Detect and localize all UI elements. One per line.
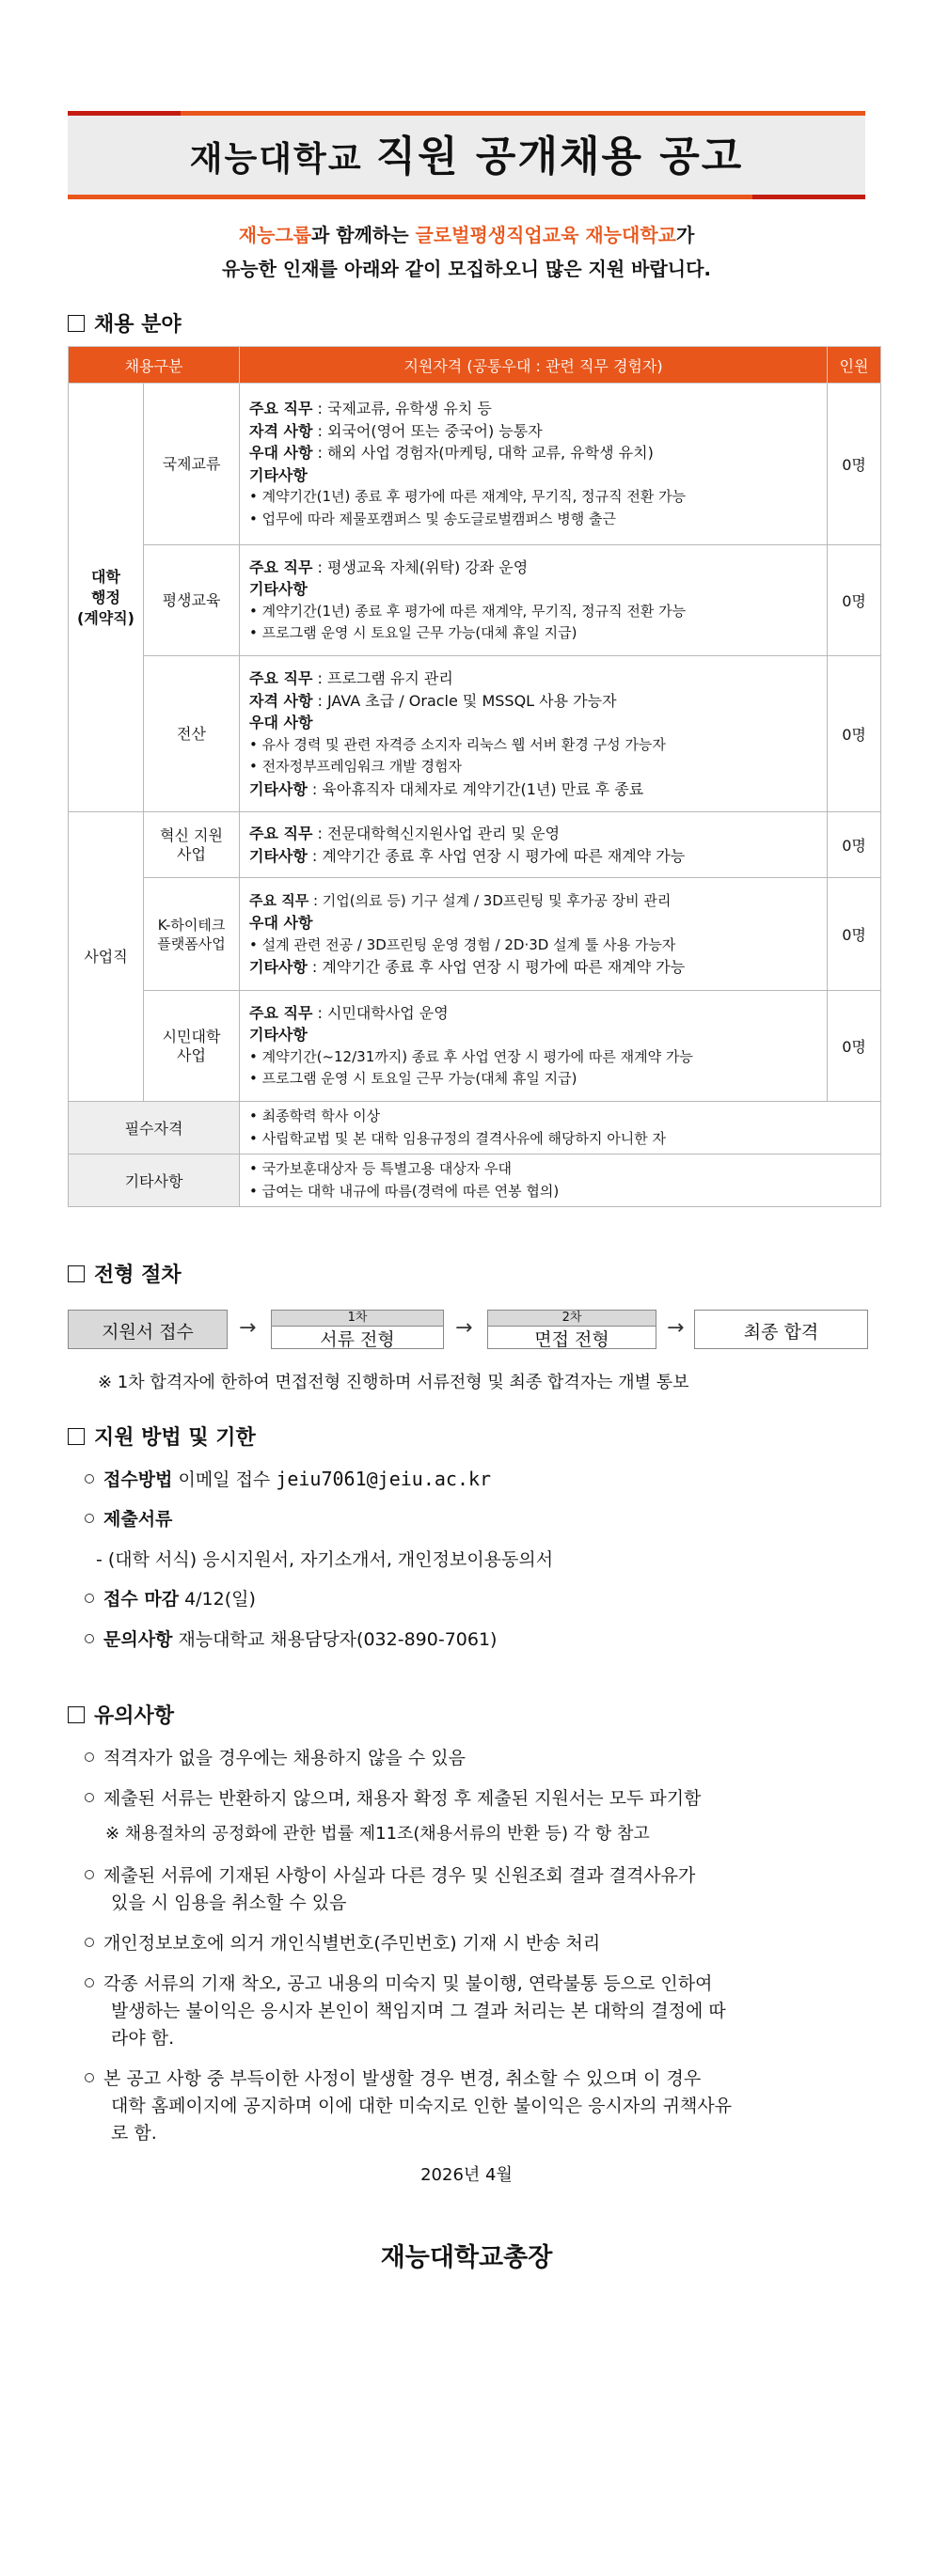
qual-bullet: • 계약기간(~12/31까지) 종료 후 사업 연장 시 평가에 따른 재계약 가능 [249, 1047, 693, 1065]
note-text: 제출된 서류는 반환하지 않으며, 채용자 확정 후 제출된 지원서는 모두 파기함 [103, 1788, 702, 1809]
page-title [68, 134, 865, 183]
apply-label: 제출서류 [103, 1509, 173, 1530]
checkbox-square-icon [68, 315, 85, 332]
header-category: 채용구분 [69, 347, 240, 384]
bullet-circle-icon [85, 1514, 94, 1523]
etc-line: • 국가보훈대상자 등 특별고용 대상자 우대 [249, 1160, 513, 1177]
sub-category-line: 사업 [177, 844, 206, 863]
qualification-cell [240, 384, 828, 545]
headcount: 0명 [828, 656, 881, 812]
notice-title: 직원 공개채용 공고 [375, 133, 744, 181]
sub-category [144, 991, 240, 1102]
table-header-row [69, 347, 881, 384]
qual-key: 기타사항 [249, 846, 308, 865]
apply-docs: - (대학 서식) 응시지원서, 자기소개서, 개인정보이용동의서 [96, 1549, 554, 1570]
process-step-stage: 1차 [272, 1311, 443, 1327]
note-text: 개인정보보호에 의거 개인식별번호(주민번호) 기재 시 반송 처리 [103, 1933, 601, 1954]
required-label: 필수자격 [69, 1102, 240, 1154]
sub-category [144, 812, 240, 878]
qual-bullet: • 프로그램 운영 시 토요일 근무 가능(대체 휴일 지급) [249, 1070, 577, 1087]
apply-label: 접수방법 [103, 1469, 173, 1490]
notice-date: 2026년 4월 [420, 2165, 513, 2185]
email-link[interactable]: jeiu7061@jeiu.ac.kr [276, 1468, 492, 1490]
group-admin-line: 행정 [91, 588, 120, 606]
qual-key: 주요 직무 [249, 825, 313, 842]
note-6 [85, 2066, 701, 2091]
intro-university-tagline: 글로벌평생직업교육 재능대학교 [415, 224, 676, 246]
qual-key: 주요 직무 [249, 669, 313, 687]
note-6-cont: 로 함. [111, 2123, 157, 2144]
etc-content [240, 1154, 881, 1207]
sub-category: 국제교류 [144, 384, 240, 545]
group-admin-line: (계약직) [77, 608, 134, 627]
headcount: 0명 [828, 812, 881, 878]
qual-bullet: • 유사 경력 및 관련 자격증 소지자 리눅스 웹 서버 환경 구성 가능자 [249, 735, 666, 753]
headcount: 0명 [828, 991, 881, 1102]
intro-line-1 [0, 220, 933, 247]
bullet-circle-icon [85, 1634, 94, 1643]
required-content [240, 1102, 881, 1154]
qual-bullet: • 계약기간(1년) 종료 후 평가에 따른 재계약, 무기직, 정규직 전환 가능 [249, 488, 687, 505]
bullet-circle-icon [85, 1474, 94, 1484]
section-notes-heading [68, 1700, 174, 1729]
section-title: 유의사항 [94, 1704, 175, 1728]
header-qualification: 지원자격 (공통우대 : 관련 직무 경험자) [240, 347, 828, 384]
qual-value: : 해외 사업 경험자(마케팅, 대학 교류, 유학생 유치) [312, 444, 654, 462]
process-step-apply [68, 1310, 228, 1349]
group-project-cell: 사업직 [69, 812, 144, 1102]
note-text: 적격자가 없을 경우에는 채용하지 않을 수 있음 [103, 1748, 466, 1768]
process-step-final [694, 1310, 868, 1349]
process-note: ※ 1차 합격자에 한하여 면접전형 진행하며 서류전형 및 최종 합격자는 개별 통보 [98, 1373, 689, 1392]
qualification-cell [240, 878, 828, 991]
required-line: • 최종학력 학사 이상 [249, 1107, 381, 1124]
qual-key: 자격 사항 [249, 421, 313, 440]
sub-category [144, 878, 240, 991]
arrow-right-icon: → [239, 1316, 257, 1340]
group-admin-cell [69, 384, 144, 812]
qual-bullet: • 전자정부프레임워크 개발 경험자 [249, 758, 463, 775]
qual-key: 기타사항 [249, 1026, 308, 1044]
qual-key: 우대 사항 [249, 444, 313, 462]
table-row-required [69, 1102, 881, 1154]
university-name: 재능대학교 [189, 140, 363, 179]
qual-value: : 육아휴직자 대체자로 계약기간(1년) 만료 후 종료 [307, 779, 644, 798]
qual-bullet: • 프로그램 운영 시 토요일 근무 가능(대체 휴일 지급) [249, 624, 577, 641]
qual-key: 기타사항 [249, 465, 308, 484]
qual-key: 자격 사항 [249, 691, 313, 710]
sub-category-line: K-하이테크 [157, 916, 226, 934]
qual-value: : 외국어(영어 또는 중국어) 능통자 [312, 421, 543, 440]
sub-category: 전산 [144, 656, 240, 812]
note-3-cont: 있을 시 임용을 취소할 수 있음 [111, 1893, 347, 1913]
bullet-circle-icon [85, 1752, 94, 1762]
intro-line-2: 유능한 인재를 아래와 같이 모집하오니 많은 지원 바랍니다. [221, 258, 712, 280]
apply-deadline [85, 1587, 256, 1611]
bullet-circle-icon [85, 1793, 94, 1802]
checkbox-square-icon [68, 1706, 85, 1723]
headcount: 0명 [828, 545, 881, 656]
qual-key: 주요 직무 [249, 558, 313, 576]
note-6-cont: 대학 홈페이지에 공지하며 이에 대한 미숙지로 인한 불이익은 응시자의 귀책사유 [111, 2096, 733, 2116]
process-step-label: 면접 전형 [534, 1329, 609, 1350]
apply-docs-label [85, 1507, 172, 1531]
apply-text: 4/12(일) [179, 1589, 256, 1610]
sub-category-line: 시민대학 [162, 1027, 221, 1045]
qual-bullet: • 설계 관련 전공 / 3D프린팅 운영 경험 / 2D·3D 설계 툴 사용 가능자 [249, 935, 676, 953]
section-apply-heading [68, 1422, 256, 1451]
note-5-cont: 발생하는 불이익은 응시자 본인이 책임지며 그 결과 처리는 본 대학의 결정에 따 [111, 2001, 726, 2021]
etc-label: 기타사항 [69, 1154, 240, 1207]
sub-category: 평생교육 [144, 545, 240, 656]
arrow-right-icon: → [455, 1316, 473, 1340]
bullet-circle-icon [85, 1870, 94, 1879]
bullet-circle-icon [85, 1978, 94, 1987]
qual-bullet: • 계약기간(1년) 종료 후 평가에 따른 재계약, 무기직, 정규직 전환 가능 [249, 602, 687, 620]
table-row [69, 656, 881, 812]
note-2 [85, 1786, 701, 1811]
table-row [69, 812, 881, 878]
bullet-circle-icon [85, 1594, 94, 1603]
qual-key: 주요 직무 [249, 1003, 313, 1022]
table-row [69, 545, 881, 656]
sub-category-line: 혁신 지원 [160, 825, 223, 844]
apply-contact [85, 1627, 497, 1652]
qual-value: : 시민대학사업 운영 [312, 1003, 449, 1022]
recruitment-table [68, 346, 881, 1207]
section-title: 지원 방법 및 기한 [94, 1426, 256, 1450]
qual-value: : JAVA 초급 / Oracle 및 MSSQL 사용 가능자 [312, 691, 617, 710]
banner-bottom-bar [68, 195, 865, 199]
apply-label: 접수 마감 [103, 1589, 180, 1610]
section-title: 전형 절차 [94, 1264, 182, 1287]
arrow-right-icon: → [667, 1316, 685, 1340]
etc-line: • 급여는 대학 내규에 따름(경력에 따른 연봉 협의) [249, 1182, 560, 1200]
note-text: 각종 서류의 기재 착오, 공고 내용의 미숙지 및 불이행, 연락불통 등으로 인하여 [103, 1973, 713, 1994]
qual-key: 주요 직무 [249, 891, 309, 909]
checkbox-square-icon [68, 1265, 85, 1282]
bullet-circle-icon [85, 1938, 94, 1947]
banner-top-bar [68, 111, 865, 116]
qual-key: 기타사항 [249, 779, 308, 798]
qual-value: : 계약기간 종료 후 사업 연장 시 평가에 따른 재계약 가능 [307, 846, 686, 865]
section-recruit-heading [68, 308, 182, 338]
header-count: 인원 [828, 347, 881, 384]
process-step-document [271, 1310, 444, 1349]
process-step-label: 지원서 접수 [102, 1322, 194, 1343]
apply-method [85, 1467, 491, 1492]
note-text: 제출된 서류에 기재된 사항이 사실과 다른 경우 및 신원조회 결과 결격사유가 [103, 1865, 696, 1886]
table-row-etc [69, 1154, 881, 1207]
qual-value: : 계약기간 종료 후 사업 연장 시 평가에 따른 재계약 가능 [307, 958, 686, 976]
required-line: • 사립학교법 및 본 대학 임용규정의 결격사유에 해당하지 아니한 자 [249, 1129, 667, 1147]
qual-value: : 전문대학혁신지원사업 관리 및 운영 [312, 825, 561, 842]
note-4 [85, 1931, 600, 1956]
qual-value: : 프로그램 유지 관리 [312, 669, 453, 687]
title-banner [68, 111, 865, 199]
qual-value: : 국제교류, 유학생 유치 등 [312, 400, 492, 417]
note-text: 본 공고 사항 중 부득이한 사정이 발생할 경우 변경, 취소할 수 있으며 이 경우 [103, 2068, 702, 2089]
table-row [69, 878, 881, 991]
note-5-cont: 라야 함. [111, 2028, 175, 2049]
qual-key: 기타사항 [249, 958, 308, 976]
intro-group-name: 재능그룹 [238, 224, 311, 246]
qual-value: : 기업(의료 등) 기구 설계 / 3D프린팅 및 후가공 장비 관리 [308, 891, 672, 909]
section-process-heading [68, 1259, 182, 1288]
qual-key: 우대 사항 [249, 714, 313, 731]
checkbox-square-icon [68, 1428, 85, 1445]
table-row [69, 991, 881, 1102]
headcount: 0명 [828, 878, 881, 991]
signature: 재능대학교총장 [380, 2243, 553, 2272]
sub-category-line: 플랫폼사업 [157, 935, 226, 952]
sub-category-line: 사업 [177, 1045, 206, 1064]
headcount: 0명 [828, 384, 881, 545]
section-title: 채용 분야 [94, 313, 182, 337]
qual-bullet: • 업무에 따라 제물포캠퍼스 및 송도글로벌캠퍼스 병행 출근 [249, 510, 617, 527]
intro-text-end: 가 [675, 224, 695, 246]
qualification-cell [240, 656, 828, 812]
process-step-label: 서류 전형 [320, 1329, 395, 1350]
process-step-label: 최종 합격 [743, 1322, 819, 1343]
process-step-interview [487, 1310, 656, 1349]
apply-label: 문의사항 [103, 1629, 173, 1650]
qual-key: 우대 사항 [249, 914, 313, 932]
apply-text: 재능대학교 채용담당자(032-890-7061) [172, 1629, 498, 1650]
qual-value: : 평생교육 자체(위탁) 강좌 운영 [312, 558, 529, 576]
qualification-cell [240, 812, 828, 878]
bullet-circle-icon [85, 2073, 94, 2082]
intro-text: 과 함께하는 [310, 224, 416, 246]
apply-text: 이메일 접수 [172, 1469, 277, 1490]
qualification-cell [240, 991, 828, 1102]
qual-key: 기타사항 [249, 580, 308, 598]
note-5 [85, 1971, 713, 1996]
table-row [69, 384, 881, 545]
qual-key: 주요 직무 [249, 400, 313, 417]
note-3 [85, 1863, 695, 1888]
qualification-cell [240, 545, 828, 656]
note-1 [85, 1746, 466, 1770]
note-2-sub: ※ 채용절차의 공정화에 관한 법률 제11조(채용서류의 반환 등) 각 항 참고 [105, 1824, 650, 1844]
process-step-stage: 2차 [488, 1311, 656, 1327]
group-admin-line: 대학 [91, 567, 120, 586]
